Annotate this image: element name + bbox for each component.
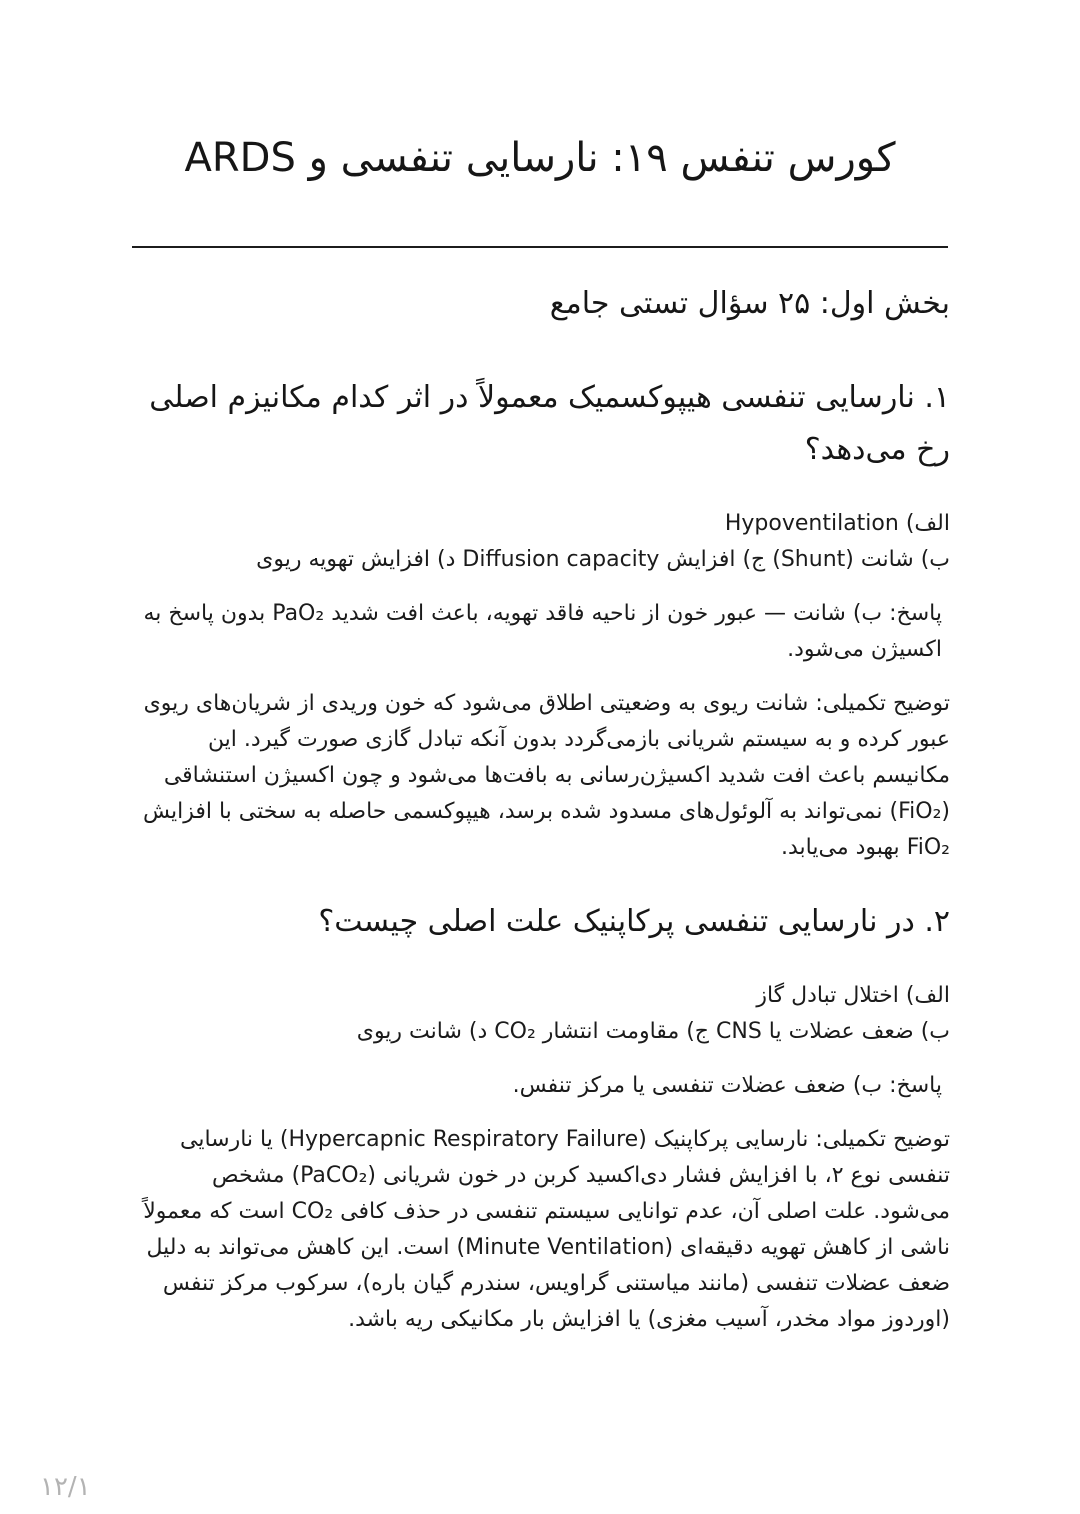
question-1-option-line-1: الف) Hypoventilation <box>724 511 950 536</box>
question-1-answer: پاسخ: ب) شانت — عبور خون از ناحیه فاقد تهویه، باعث افت شدید PaO₂ بدون پاسخ به اکسیژن می‌شود. <box>143 601 942 662</box>
question-1-explanation: توضیح تکمیلی: شانت ریوی به وضعیتی اطلاق می‌شود که خون وریدی از شریان‌های ریوی عبور کرده و به سیستم شریانی بازمی‌گردد بدون آنکه تبادل گازی صورت گیرد. این مکانیسم باعث افت شدید اکسیژن‌رسانی به بافت‌ها می‌شود و چون اکسیژن استنشاقی (FiO₂) نمی‌تواند به آلوئول‌های مسدود شده برسد، هیپوکسمی حاصله به سختی با افزایش FiO₂ بهبود می‌یابد. <box>142 691 950 860</box>
question-1-heading: ۱. نارسایی تنفسی هیپوکسمیک معمولاً در اثر کدام مکانیزم اصلی رخ می‌دهد؟ <box>149 380 950 467</box>
question-2-explanation: توضیح تکمیلی: نارسایی پرکاپنیک (Hypercapnic Respiratory Failure) یا نارسایی تنفسی نوع ۲، با افزایش فشار دی‌اکسید کربن در خون شریانی (PaCO₂) مشخص می‌شود. علت اصلی آن، عدم توانایی سیستم تنفسی در حذف کافی CO₂ است که معمولاً ناشی از کاهش تهویه دقیقه‌ای (Minute Ventilation) است. این کاهش می‌تواند به دلیل ضعف عضلات تنفسی (مانند میاستنی گراویس، سندرم گیان باره)، سرکوب مرکز تنفس (اوردوز مواد مخدر، آسیب مغزی) یا افزایش بار مکانیکی ریه باشد. <box>143 1127 950 1332</box>
question-block-1 <box>130 372 950 866</box>
document-title: کورس تنفس ۱۹: نارسایی تنفسی و ARDS <box>184 135 896 181</box>
question-1-option-line-2: ب) شانت (Shunt) ج) افزایش Diffusion capacity د) افزایش تهویه ریوی <box>256 547 950 572</box>
horizontal-rule <box>132 246 948 248</box>
question-2-option-line-2: ب) ضعف عضلات یا CNS ج) مقاومت انتشار CO₂ د) شانت ریوی <box>356 1019 950 1044</box>
question-1-options <box>130 506 950 578</box>
question-2-heading: ۲. در نارسایی تنفسی پرکاپنیک علت اصلی چیست؟ <box>318 904 950 939</box>
question-2-options <box>130 978 950 1050</box>
section-heading: بخش اول: ۲۵ سؤال تستی جامع <box>549 286 950 321</box>
question-block-2 <box>130 896 950 1338</box>
question-2-option-line-1: الف) اختلال تبادل گاز <box>756 983 950 1008</box>
page-number: ۱۲/۱ <box>40 1472 91 1502</box>
question-2-answer: پاسخ: ب) ضعف عضلات تنفسی یا مرکز تنفس. <box>512 1073 942 1098</box>
